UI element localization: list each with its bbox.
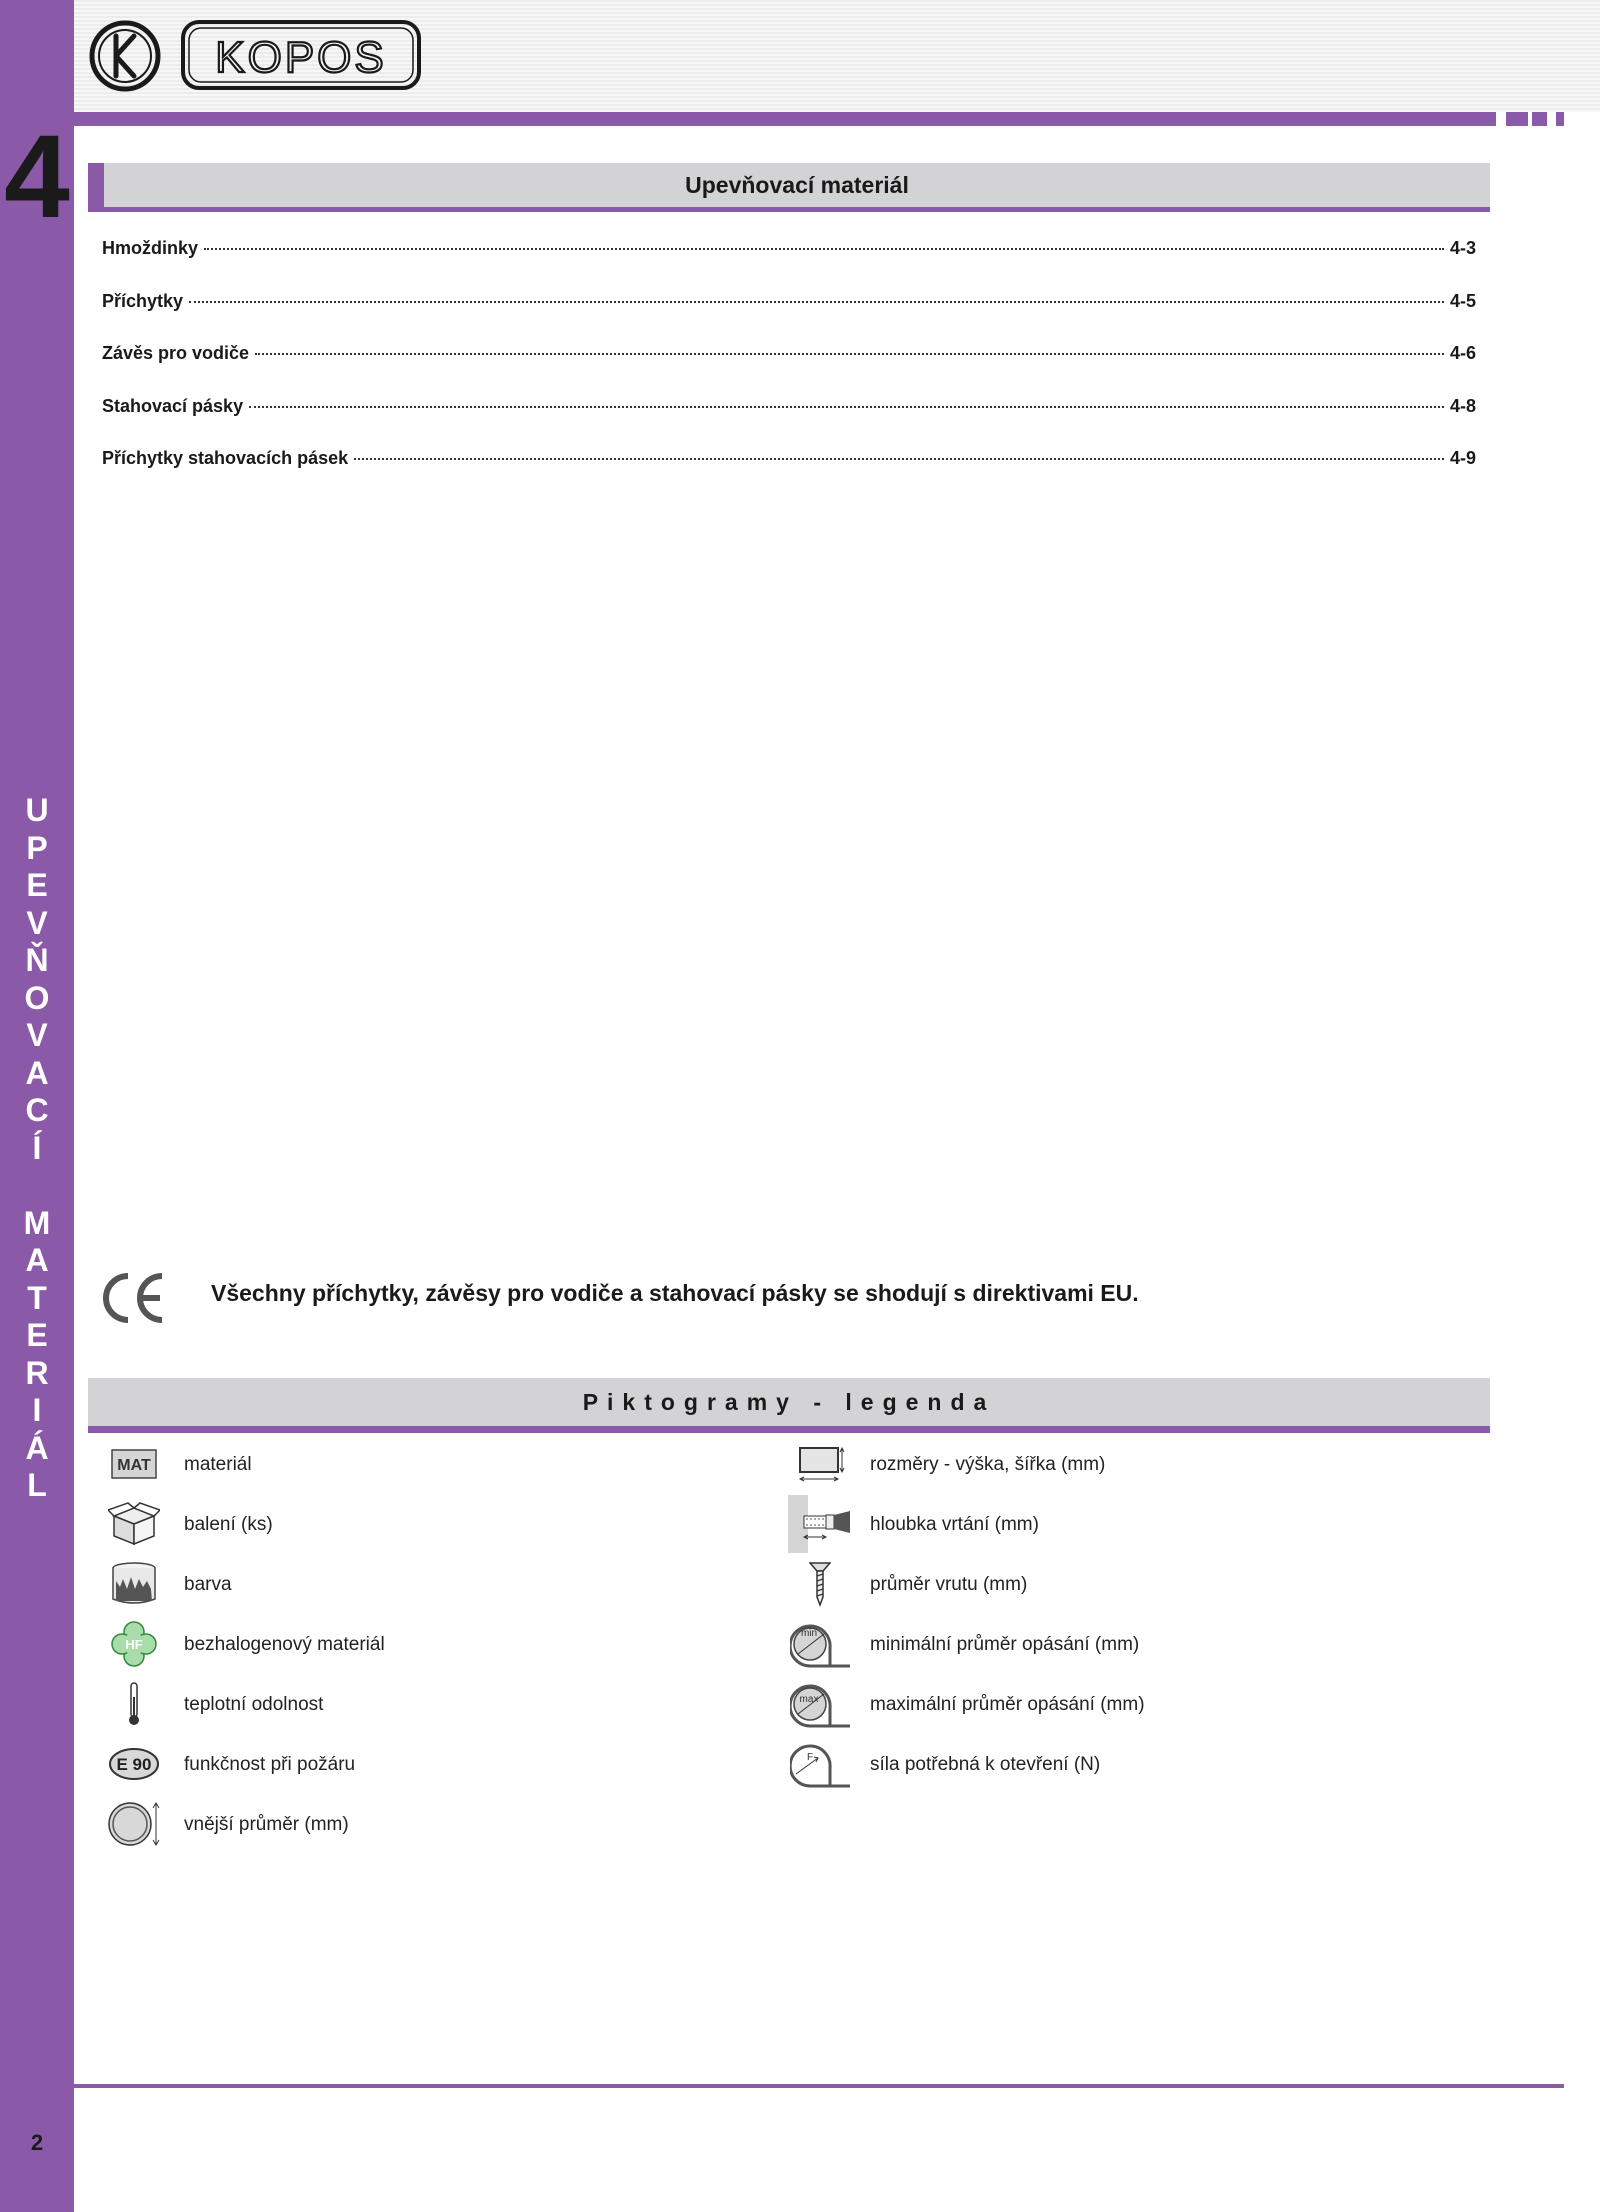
toc-dot-leader bbox=[255, 353, 1444, 355]
legend-label: barva bbox=[184, 1574, 232, 1595]
vertical-title-letter: A bbox=[25, 1054, 49, 1091]
legend-item bbox=[788, 1555, 1428, 1615]
ce-conformity-statement: Všechny příchytky, závěsy pro vodiče a stahovací pásky se shodují s direktivami EU. bbox=[211, 1280, 1139, 1306]
svg-text:MAT: MAT bbox=[117, 1457, 151, 1474]
toc-entry[interactable] bbox=[102, 448, 1476, 501]
kopos-logo bbox=[88, 18, 428, 99]
vertical-title-letter: Á bbox=[25, 1429, 49, 1466]
page-number: 2 bbox=[30, 2130, 44, 2155]
vertical-title-letter: Ň bbox=[25, 942, 49, 978]
legend-label: balení (ks) bbox=[184, 1514, 273, 1535]
toc-entry-page: 4-3 bbox=[1449, 238, 1476, 258]
svg-text:F: F bbox=[806, 1752, 814, 1763]
legend-item bbox=[102, 1675, 742, 1735]
vertical-title-letter: R bbox=[25, 1354, 49, 1391]
vertical-title-letter: O bbox=[24, 979, 50, 1016]
header-purple-rule bbox=[74, 112, 1496, 126]
material-icon bbox=[102, 1438, 166, 1490]
svg-text:KOPOS: KOPOS bbox=[215, 33, 387, 82]
header-square-decoration bbox=[1506, 112, 1528, 126]
outer-diameter-icon bbox=[102, 1798, 166, 1850]
section-header-accent bbox=[88, 163, 104, 212]
toc-dot-leader bbox=[249, 406, 1444, 408]
legend-label: bezhalogenový materiál bbox=[184, 1634, 385, 1655]
header-square-decoration bbox=[1556, 112, 1564, 126]
legend-label: hloubka vrtání (mm) bbox=[870, 1514, 1039, 1535]
chapter-vertical-title bbox=[0, 792, 74, 1505]
screw-icon bbox=[788, 1558, 852, 1610]
vertical-title-letter: Í bbox=[32, 1129, 42, 1166]
svg-text:max: max bbox=[799, 1694, 819, 1705]
fire-function-icon bbox=[102, 1738, 166, 1790]
chapter-number: 4 bbox=[4, 111, 70, 243]
toc-dot-leader bbox=[189, 301, 1444, 303]
legend-label: síla potřebná k otevření (N) bbox=[870, 1754, 1101, 1775]
svg-text:HF: HF bbox=[125, 1637, 143, 1652]
vertical-title-letter: V bbox=[26, 1017, 48, 1053]
vertical-title-letter: P bbox=[26, 829, 48, 866]
min-diameter-icon bbox=[788, 1618, 852, 1670]
toc-dot-leader bbox=[204, 248, 1444, 250]
legend-label: minimální průměr opásání (mm) bbox=[870, 1634, 1140, 1655]
legend-label: materiál bbox=[184, 1454, 252, 1475]
vertical-title-letter: U bbox=[25, 792, 49, 828]
legend-label: funkčnost při požáru bbox=[184, 1754, 356, 1775]
vertical-title-letter bbox=[33, 1167, 42, 1205]
legend-item bbox=[102, 1615, 742, 1675]
toc-entry-label: Příchytky bbox=[102, 290, 184, 311]
section-title: Upevňovací materiál bbox=[685, 172, 909, 198]
vertical-title-letter: M bbox=[23, 1204, 51, 1241]
vertical-title-letter: A bbox=[25, 1242, 49, 1278]
legend-item bbox=[102, 1495, 742, 1555]
vertical-title-letter: I bbox=[32, 1392, 42, 1428]
toc-dot-leader bbox=[354, 458, 1444, 460]
legend-label: vnější průměr (mm) bbox=[184, 1814, 349, 1835]
ce-mark-icon bbox=[98, 1270, 168, 1331]
thermometer-icon bbox=[102, 1678, 166, 1730]
toc-entry-label: Závěs pro vodiče bbox=[102, 343, 250, 363]
legend-item bbox=[788, 1435, 1428, 1495]
legend-label: průměr vrutu (mm) bbox=[870, 1574, 1028, 1595]
section-header bbox=[88, 163, 1490, 212]
legend-item bbox=[788, 1735, 1428, 1795]
halogen-free-icon bbox=[102, 1618, 166, 1670]
toc-entry-page: 4-8 bbox=[1449, 395, 1476, 416]
legend-item bbox=[102, 1435, 742, 1495]
vertical-title-letter: E bbox=[26, 1317, 48, 1353]
legend-label: maximální průměr opásání (mm) bbox=[870, 1694, 1145, 1715]
legend-item bbox=[788, 1675, 1428, 1735]
legend-right-column bbox=[788, 1435, 1428, 1795]
legend-header bbox=[88, 1378, 1490, 1433]
max-diameter-icon bbox=[788, 1678, 852, 1730]
toc-entry-label: Stahovací pásky bbox=[102, 395, 244, 416]
footer-rule bbox=[74, 2084, 1564, 2088]
svg-text:E 90: E 90 bbox=[116, 1755, 152, 1774]
legend-item bbox=[102, 1735, 742, 1795]
legend-item bbox=[788, 1615, 1428, 1675]
toc-entry-page: 4-5 bbox=[1449, 290, 1476, 311]
legend-label: teplotní odolnost bbox=[184, 1694, 324, 1715]
toc-entry[interactable] bbox=[102, 343, 1476, 396]
header-square-decoration bbox=[1532, 112, 1547, 126]
toc-entry[interactable] bbox=[102, 396, 1476, 449]
vertical-title-letter: V bbox=[26, 904, 48, 941]
legend-title: Piktogramy - legenda bbox=[582, 1389, 996, 1415]
toc-entry-page: 4-6 bbox=[1449, 343, 1476, 363]
table-of-contents bbox=[102, 238, 1476, 501]
legend-item bbox=[788, 1495, 1428, 1555]
toc-entry-page: 4-9 bbox=[1449, 448, 1476, 468]
toc-entry-label: Hmoždinky bbox=[102, 238, 199, 258]
paint-can-icon bbox=[102, 1558, 166, 1610]
dimensions-icon bbox=[788, 1438, 852, 1490]
vertical-title-letter: E bbox=[26, 867, 48, 903]
legend-item bbox=[102, 1795, 742, 1855]
legend-item bbox=[102, 1555, 742, 1615]
drill-depth-icon bbox=[788, 1498, 852, 1550]
vertical-title-letter: T bbox=[27, 1279, 47, 1316]
legend-label: rozměry - výška, šířka (mm) bbox=[870, 1454, 1106, 1475]
package-box-icon bbox=[102, 1498, 166, 1550]
opening-force-icon bbox=[788, 1738, 852, 1790]
vertical-title-letter: C bbox=[25, 1092, 49, 1128]
toc-entry[interactable] bbox=[102, 238, 1476, 291]
svg-text:min: min bbox=[800, 1628, 818, 1639]
legend-left-column bbox=[102, 1435, 742, 1855]
toc-entry[interactable] bbox=[102, 291, 1476, 344]
toc-entry-label: Příchytky stahovacích pásek bbox=[102, 448, 349, 468]
vertical-title-letter: L bbox=[27, 1467, 47, 1503]
